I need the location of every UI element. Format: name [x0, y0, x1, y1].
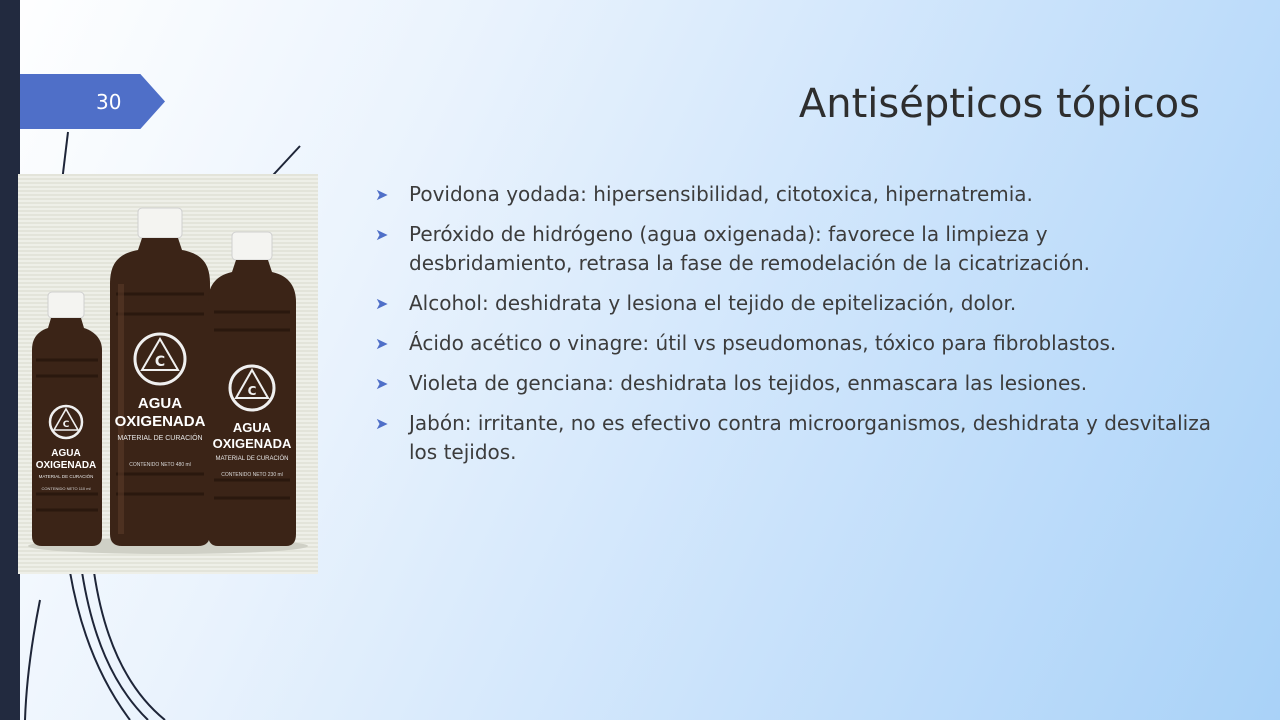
product-photo: [18, 174, 318, 574]
bullet-list: [373, 180, 1213, 478]
bottle-large-label-4: CONTENIDO NETO 480 ml: [129, 462, 191, 468]
bottle-small-label-2: OXIGENADA: [35, 460, 97, 471]
bottle-large-label-2: OXIGENADA: [114, 413, 206, 430]
slide-title: Antisépticos tópicos: [798, 81, 1200, 127]
bullet-text: Ácido acético o vinagre: útil vs pseudomonas, tóxico para fibroblastos.: [409, 331, 1117, 355]
bullet-item: [373, 220, 1213, 278]
bullet-text: Jabón: irritante, no es efectivo contra microorganismos, deshidrata y desvitaliza los tejidos.: [409, 411, 1211, 464]
bullet-item: [373, 289, 1213, 318]
bottle-medium-label-4: CONTENIDO NETO 230 ml: [221, 472, 283, 478]
bullet-item: [373, 409, 1213, 467]
bottle-medium: [208, 232, 296, 546]
bottle-small-label-4: CONTENIDO NETO 110 ml: [41, 486, 91, 491]
page-number-tag: [20, 74, 165, 129]
bottle-large: [110, 208, 210, 546]
arrow-right-icon: ➤: [375, 374, 389, 393]
svg-text:C: C: [247, 384, 257, 398]
bullet-item: [373, 329, 1213, 358]
bottle-small: [32, 292, 102, 546]
bullet-text: Peróxido de hidrógeno (agua oxigenada): favorece la limpieza y desbridamiento, retrasa la fase de remodelación de la cicatrización.: [409, 222, 1090, 275]
bottles-illustration: [18, 174, 318, 574]
bullet-item: [373, 180, 1213, 209]
arrow-right-icon: ➤: [375, 414, 389, 433]
bottle-large-label-3: MATERIAL DE CURACIÓN: [117, 435, 203, 442]
bullet-text: Povidona yodada: hipersensibilidad, citotoxica, hipernatremia.: [409, 182, 1033, 206]
bottle-large-label-1: AGUA: [137, 395, 183, 412]
bullet-text: Violeta de genciana: deshidrata los tejidos, enmascara las lesiones.: [409, 371, 1088, 395]
arrow-right-icon: ➤: [375, 294, 389, 313]
bottle-medium-label-2: OXIGENADA: [212, 436, 292, 451]
bullet-text: Alcohol: deshidrata y lesiona el tejido de epitelización, dolor.: [409, 291, 1017, 315]
svg-text:C: C: [154, 354, 166, 370]
arrow-right-icon: ➤: [375, 185, 389, 204]
page-number: 30: [96, 90, 122, 114]
arrow-right-icon: ➤: [375, 334, 389, 353]
bottle-medium-label-3: MATERIAL DE CURACIÓN: [215, 456, 289, 462]
bottle-small-label-1: AGUA: [51, 448, 81, 459]
svg-text:C: C: [62, 420, 70, 430]
bottle-small-label-3: MATERIAL DE CURACIÓN: [38, 474, 94, 479]
bottle-medium-label-1: AGUA: [232, 420, 272, 435]
bullet-item: [373, 369, 1213, 398]
arrow-right-icon: ➤: [375, 225, 389, 244]
